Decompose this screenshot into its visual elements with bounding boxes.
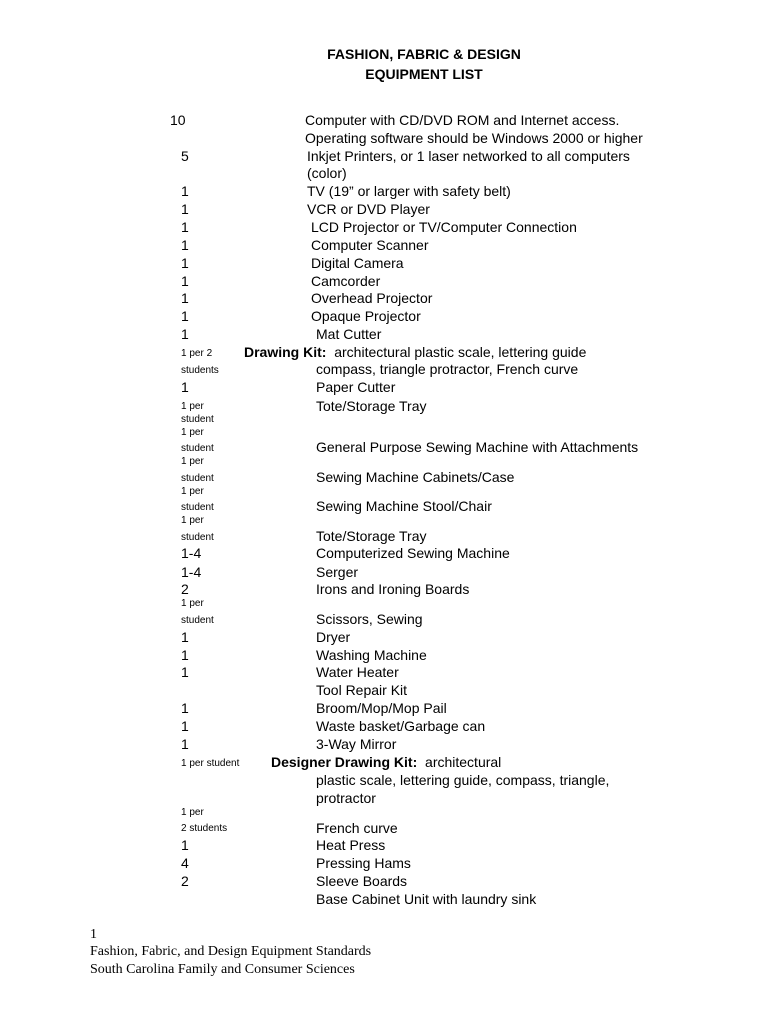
item-desc: Mat Cutter <box>316 326 382 342</box>
item-desc: Dryer <box>316 629 351 645</box>
item-desc: Sewing Machine Cabinets/Case <box>316 469 515 485</box>
item-qty: 1 <box>181 664 189 680</box>
item-qty: 1 per student <box>181 758 240 769</box>
item-qty: 1 per <box>181 807 204 818</box>
item-desc: TV (19” or larger with safety belt) <box>307 183 511 199</box>
footer-line2: South Carolina Family and Consumer Sciences <box>90 962 355 977</box>
item-qty: 1 per <box>181 427 204 438</box>
item-qty: 1 <box>181 308 189 324</box>
item-desc: VCR or DVD Player <box>307 201 430 217</box>
item-qty: 1 <box>181 201 189 217</box>
item-desc: Base Cabinet Unit with laundry sink <box>316 891 537 907</box>
item-qty: 1 <box>181 629 189 645</box>
item-qty: 1 <box>181 647 189 663</box>
item-desc: Digital Camera <box>311 255 404 271</box>
item-desc: Operating software should be Windows 2000 or higher <box>305 130 643 146</box>
item-desc: Opaque Projector <box>311 308 421 324</box>
item-qty: 2 <box>181 873 189 889</box>
item-desc: General Purpose Sewing Machine with Attachments <box>316 439 639 455</box>
item-qty: 5 <box>181 148 189 164</box>
item-qty: 1 per 2 <box>181 348 213 359</box>
page-number: 1 <box>90 927 97 942</box>
item-desc: Pressing Hams <box>316 855 411 871</box>
item-qty: 1 <box>181 219 189 235</box>
item-qty: 1 per <box>181 401 204 412</box>
item-desc: Waste basket/Garbage can <box>316 718 486 734</box>
item-qty: 1 <box>181 718 189 734</box>
item-desc: Broom/Mop/Mop Pail <box>316 700 447 716</box>
item-desc: Computerized Sewing Machine <box>316 545 510 561</box>
item-desc: LCD Projector or TV/Computer Connection <box>311 219 577 235</box>
item-qty: student <box>181 532 214 543</box>
item-desc: Water Heater <box>316 664 399 680</box>
item-desc: French curve <box>316 820 398 836</box>
item-qty: 1 <box>181 255 189 271</box>
item-desc: Camcorder <box>311 273 381 289</box>
item-qty: 2 <box>181 581 189 597</box>
item-qty: 1 <box>181 273 189 289</box>
item-qty: 1 per <box>181 598 204 609</box>
item-qty: 1 <box>181 183 189 199</box>
item-desc-bold: Designer Drawing Kit: <box>271 754 418 770</box>
item-qty: 1 <box>181 736 189 752</box>
item-desc-text: architectural <box>425 754 502 770</box>
item-qty: 1 <box>181 326 189 342</box>
item-desc: Serger <box>316 564 359 580</box>
item-qty: 1 <box>181 237 189 253</box>
item-desc: Tool Repair Kit <box>316 682 408 698</box>
item-desc <box>244 343 586 361</box>
item-desc: protractor <box>316 790 376 806</box>
item-desc: Tote/Storage Tray <box>316 398 427 414</box>
item-qty: 2 students <box>181 823 228 834</box>
item-qty: 1 <box>181 837 189 853</box>
item-desc: plastic scale, lettering guide, compass, triangle, <box>316 772 610 788</box>
item-desc: Inkjet Printers, or 1 laser networked to all computers <box>307 148 630 164</box>
item-qty: student <box>181 414 214 425</box>
footer-line1: Fashion, Fabric, and Design Equipment Standards <box>90 944 372 959</box>
item-desc: Paper Cutter <box>316 379 396 395</box>
item-qty: 1 <box>181 379 189 395</box>
item-qty: 4 <box>181 855 189 871</box>
item-desc: Computer Scanner <box>311 237 429 253</box>
item-qty: student <box>181 473 214 484</box>
item-qty: 1 per <box>181 456 204 467</box>
item-desc: 3-Way Mirror <box>316 736 397 752</box>
item-desc: Sleeve Boards <box>316 873 408 889</box>
item-qty: student <box>181 502 214 513</box>
item-desc: Washing Machine <box>316 647 427 663</box>
item-desc: Computer with CD/DVD ROM and Internet access. <box>305 112 620 128</box>
item-qty: 1-4 <box>181 564 202 580</box>
item-desc: Tote/Storage Tray <box>316 528 427 544</box>
item-desc: Irons and Ironing Boards <box>316 581 470 597</box>
item-qty: 1 per <box>181 486 204 497</box>
item-qty: 10 <box>170 112 186 128</box>
item-qty: students <box>181 365 219 376</box>
item-desc: compass, triangle protractor, French curve <box>316 361 579 377</box>
item-desc: Heat Press <box>316 837 386 853</box>
item-desc: Scissors, Sewing <box>316 611 423 627</box>
item-qty: student <box>181 615 214 626</box>
item-desc: Sewing Machine Stool/Chair <box>316 498 492 514</box>
item-qty: 1 <box>181 290 189 306</box>
item-desc: Overhead Projector <box>311 290 433 306</box>
item-qty: 1 <box>181 700 189 716</box>
item-qty: 1-4 <box>181 545 202 561</box>
item-desc-text: architectural plastic scale, lettering guide <box>334 344 587 360</box>
item-qty: 1 per <box>181 515 204 526</box>
item-desc-bold: Drawing Kit: <box>244 344 327 360</box>
item-desc <box>271 753 501 771</box>
document-title-line2: EQUIPMENT LIST <box>365 66 483 82</box>
item-desc: (color) <box>307 165 347 181</box>
document-title-line1: FASHION, FABRIC & DESIGN <box>327 46 521 62</box>
item-qty: student <box>181 443 214 454</box>
